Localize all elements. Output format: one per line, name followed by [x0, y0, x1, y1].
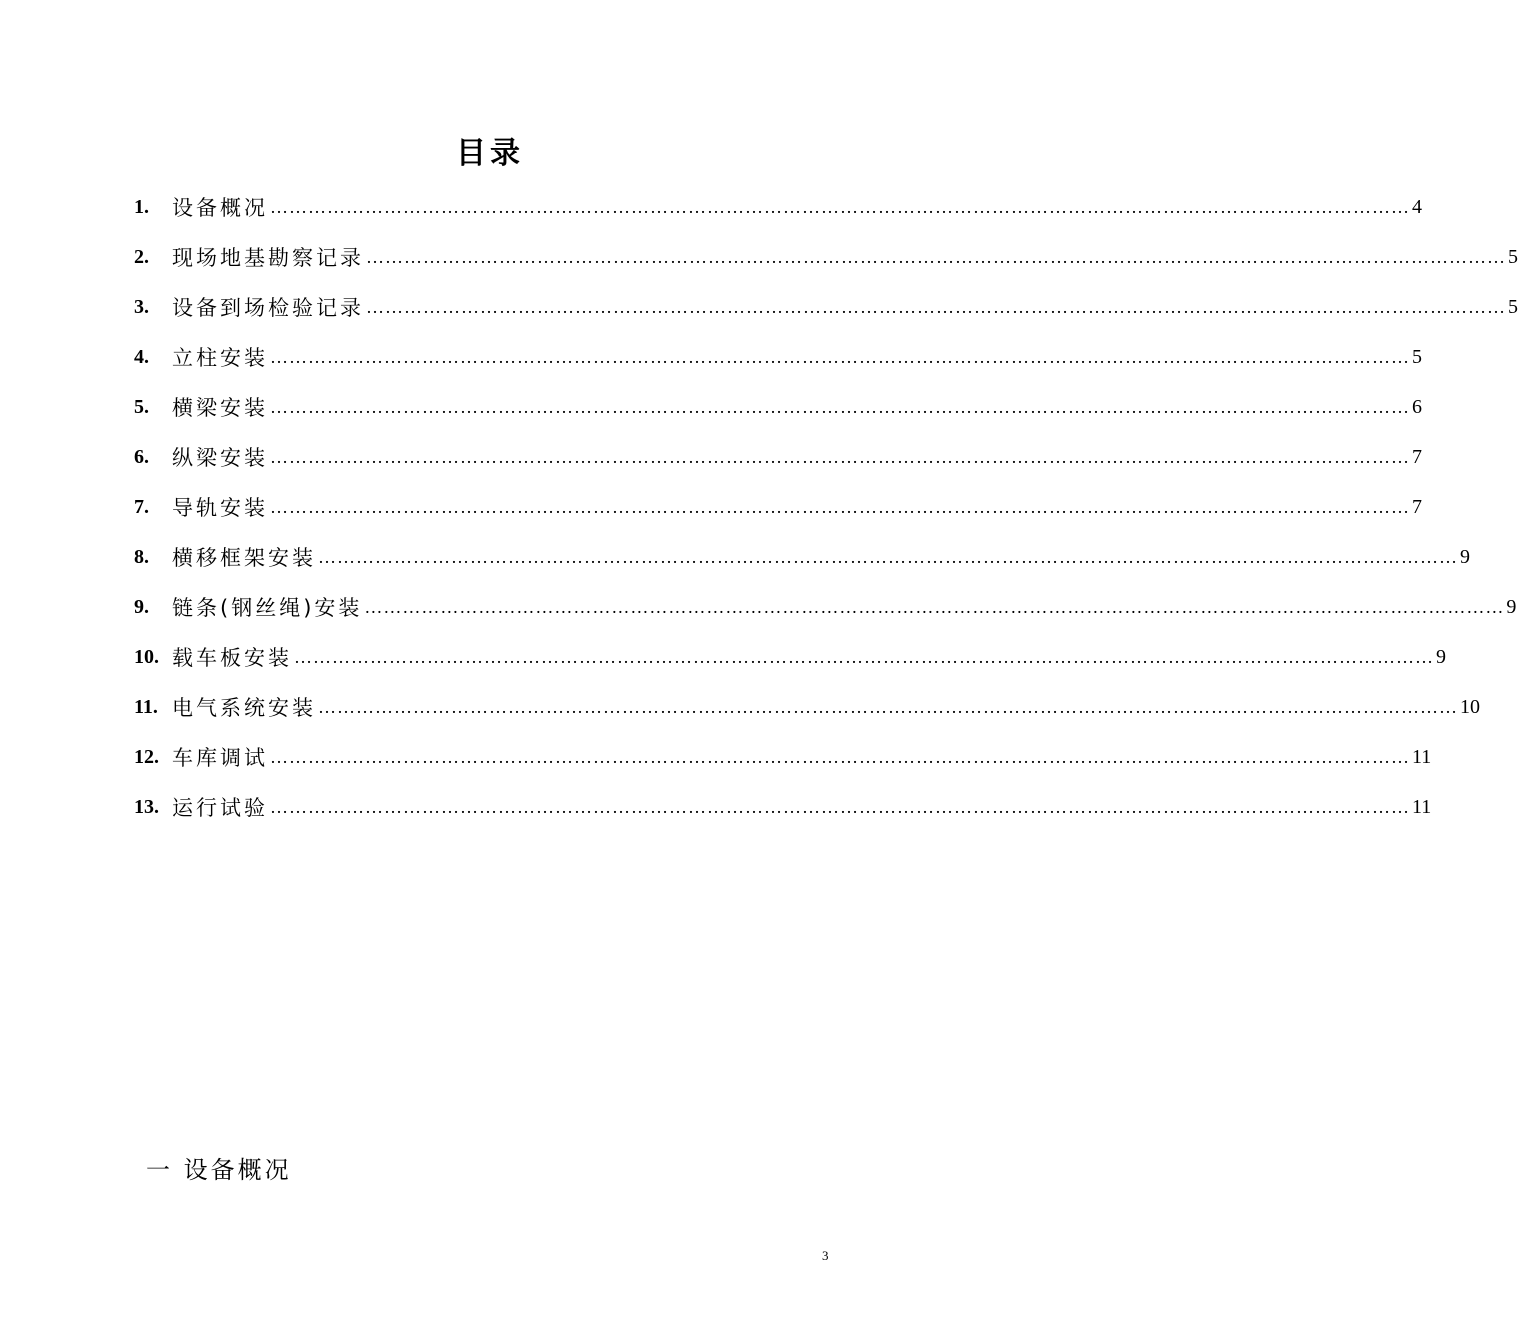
toc-entry-text: 运行试验 [172, 796, 268, 820]
toc-dot-leader: ……………………………………………………………………………………………………………………………………………………………… [318, 696, 1458, 717]
toc-dot-leader: ……………………………………………………………………………………………………………………………………………………………… [270, 796, 1410, 817]
toc-dot-leader: ……………………………………………………………………………………………………………………………………………………………… [270, 746, 1410, 767]
toc-entry-number: 12. [134, 745, 159, 768]
toc-entry-number: 3. [134, 295, 149, 318]
toc-entry-page: 4 [1412, 195, 1422, 218]
toc-entry[interactable] [134, 382, 1422, 432]
toc-entry-page: 5 [1508, 295, 1518, 318]
toc-entry[interactable] [134, 432, 1422, 482]
toc-dot-leader: ……………………………………………………………………………………………………………………………………………………………… [270, 196, 1410, 217]
toc-title: 目录 [456, 136, 524, 171]
toc-entry-number: 13. [134, 795, 159, 818]
toc-entry-number: 9. [134, 595, 149, 618]
toc-dot-leader: ……………………………………………………………………………………………………………………………………………………………… [294, 646, 1434, 667]
toc-entry[interactable] [134, 732, 1432, 782]
toc-dot-leader: ……………………………………………………………………………………………………………………………………………………………… [270, 346, 1410, 367]
toc-entry[interactable] [134, 632, 1446, 682]
toc-entry-number: 11. [134, 695, 158, 718]
toc-dot-leader: ……………………………………………………………………………………………………………………………………………………………… [270, 496, 1410, 517]
toc-dot-leader: ……………………………………………………………………………………………………………………………………………………………… [270, 396, 1410, 417]
toc-entry[interactable] [134, 482, 1422, 532]
toc-entry-text: 纵梁安装 [172, 446, 268, 470]
toc-entry[interactable] [134, 332, 1422, 382]
toc-entry-number: 8. [134, 545, 149, 568]
toc-entry-text: 电气系统安装 [172, 696, 316, 720]
toc-entry-text: 车库调试 [172, 746, 268, 770]
toc-dot-leader: ……………………………………………………………………………………………………………………………………………………………… [366, 246, 1506, 267]
toc-entry-text: 现场地基勘察记录 [172, 246, 364, 270]
toc-entry[interactable] [134, 582, 1517, 632]
toc-entry[interactable] [134, 282, 1518, 332]
toc-entry[interactable] [134, 782, 1432, 832]
toc-entry[interactable] [134, 232, 1518, 282]
toc-entry[interactable] [134, 532, 1470, 582]
toc-entry-page: 9 [1436, 645, 1446, 668]
toc-entry[interactable] [134, 682, 1480, 732]
toc-entry-text: 链条(钢丝绳)安装 [172, 596, 363, 620]
toc-entry-page: 7 [1412, 495, 1422, 518]
toc-entry-number: 4. [134, 345, 149, 368]
toc-dot-leader: ……………………………………………………………………………………………………………………………………………………………… [366, 296, 1506, 317]
toc-entry-number: 7. [134, 495, 149, 518]
toc-list [134, 182, 1518, 832]
toc-entry-page: 9 [1506, 595, 1517, 618]
toc-entry-number: 5. [134, 395, 149, 418]
toc-entry[interactable] [134, 182, 1422, 232]
toc-entry-text: 导轨安装 [172, 496, 268, 520]
toc-entry-page: 7 [1412, 445, 1422, 468]
toc-entry-text: 横梁安装 [172, 396, 268, 420]
toc-dot-leader: ……………………………………………………………………………………………………………………………………………………………… [270, 446, 1410, 467]
toc-entry-text: 设备概况 [172, 196, 268, 220]
toc-entry-page: 10 [1460, 695, 1480, 718]
toc-entry-page: 5 [1412, 345, 1422, 368]
toc-entry-page: 6 [1412, 395, 1422, 418]
section-heading: 一 设备概况 [146, 1156, 292, 1184]
toc-entry-page: 11 [1412, 745, 1432, 768]
toc-entry-text: 设备到场检验记录 [172, 296, 364, 320]
toc-entry-text: 横移框架安装 [172, 546, 316, 570]
toc-entry-number: 6. [134, 445, 149, 468]
toc-entry-page: 11 [1412, 795, 1432, 818]
toc-entry-page: 5 [1508, 245, 1518, 268]
toc-entry-number: 1. [134, 195, 149, 218]
toc-dot-leader: ……………………………………………………………………………………………………………………………………………………………… [364, 596, 1505, 617]
toc-entry-text: 立柱安装 [172, 346, 268, 370]
toc-dot-leader: ……………………………………………………………………………………………………………………………………………………………… [318, 546, 1458, 567]
toc-entry-number: 10. [134, 645, 159, 668]
page-number: 3 [822, 1248, 829, 1263]
toc-entry-page: 9 [1460, 545, 1470, 568]
toc-entry-number: 2. [134, 245, 149, 268]
toc-entry-text: 载车板安装 [172, 646, 292, 670]
